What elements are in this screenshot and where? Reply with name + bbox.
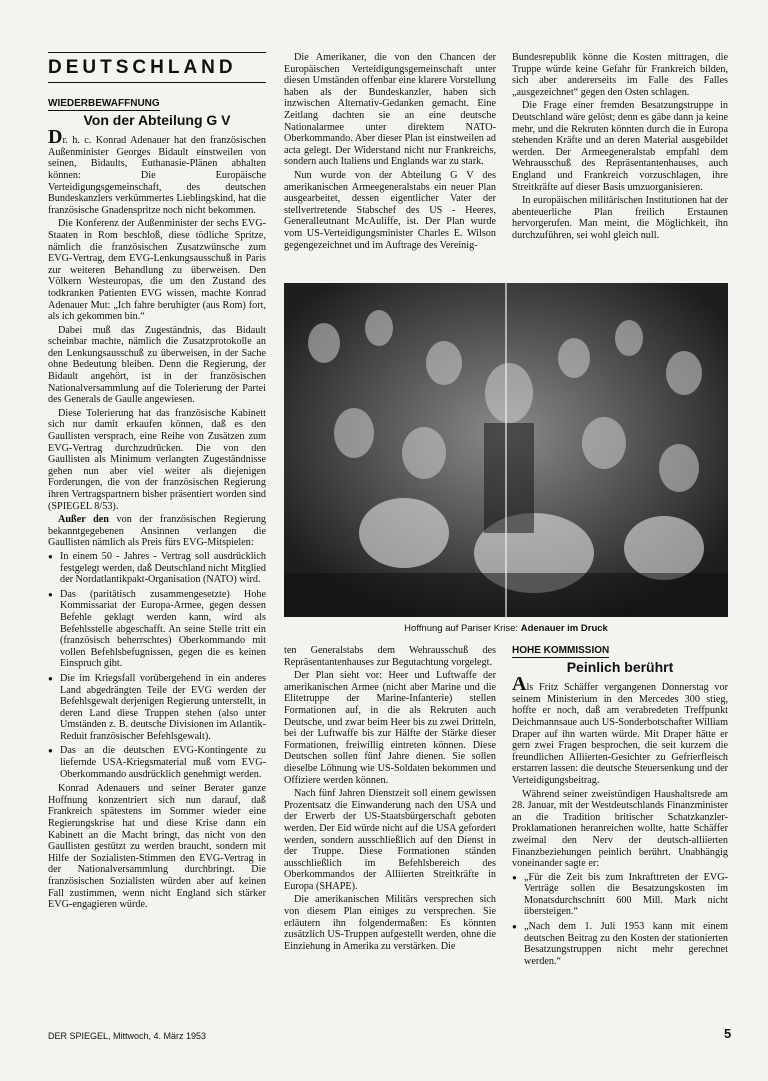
- column-5: [512, 645, 728, 970]
- paragraph: Dr. h. c. Konrad Adenauer hat den französischen Außenminister Georges Bidault einstweilen von seinen, Bidaults, Euthanasie-Plänen abhalten können: Die Europäische Verteidigungsgemeinschaft, des deutschen Bundeskanzlers verkümmertes Lieblingskind, hat die französische Gnadenspritze noch nicht bekommen.: [48, 126, 266, 216]
- paragraph: Nun wurde von der Abteilung G V des amerikanischen Armeegeneralstabs ein neuer Plan ausgearbeitet, dessen eigentlicher Vater der stellvertretende Stabschef des US - Heeres, Generalleutnant McAuliffe, ist. Der Plan wurde vom US-Verteidigungsminister Charles E. Wilson gegengezeichnet und im Auftrage des Vereinig-: [284, 169, 496, 251]
- photo-caption: [284, 623, 728, 634]
- list-item: ● „Nach dem 1. Juli 1953 kann mit einem deutschen Beitrag zu den Kosten der stationierten Besatzungstruppen nicht mehr gerechnet werden.“: [512, 921, 728, 967]
- page-number: 5: [724, 1026, 732, 1041]
- list-item: ● Das an die deutschen EVG-Kontingente zu liefernde USA-Kriegsmaterial muß vom EVG-Oberkommando ausdrücklich genehmigt werden.: [48, 745, 266, 780]
- article-headline: Von der Abteilung G V: [83, 111, 231, 128]
- paragraph: Nach fünf Jahren Dienstzeit soll einem gewissen Prozentsatz die Einwanderung nach den USA und der Erwerb der US-Staatsbürgerschaft geboten werden. Der Eid würde nicht auf die USA gefordert werden, sondern ausschließlich auf den Dienst in der Truppe. Diese Formationen ständen ausschließlich im Befehlsbereich des Oberkommandos der Alliierten Streitkräfte in Europa (SHAPE).: [284, 788, 496, 892]
- paragraph: Die Amerikaner, die von den Chancen der Europäischen Verteidigungsgemeinschaft unter diesen Umständen offenbar eine klarere Vorstellung haben als der Bundeskanzler, haben sich inzwischen Alternativ-Gedanken gemacht. Eine Zeitlang dachten sie an eine deutsche Nationalarmee unter direktem NATO-Oberkommando. Aber dieser Plan ist einstweilen ad acta gelegt. Der Widerstand nicht nur Frankreichs, sondern auch Italiens und Englands war zu stark.: [284, 52, 496, 168]
- list-item: ● Die im Kriegsfall vorübergehend in ein anderes Land abgedrängten Teile der EVG werden der Befehlsgewalt derjenigen Regierung unterstellt, in deren Land diese Truppen stehen (also unter Umständen z. B. deutsche Divisionen im Atlantik-Reduit französischer Befehlsgewalt).: [48, 673, 266, 743]
- article-kicker: HOHE KOMMISSION: [512, 645, 610, 656]
- paragraph: Die Konferenz der Außenminister der sechs EVG-Staaten in Rom beschloß, diese tödliche Spritze, nämlich die französischen Zusatzwünsche zum EVG-Vertrag, dem EVG-Lenkungsausschuß in Paris zur weiteren Behandlung zu überweisen. Den Völkern Westeuropas, die um den Zustand des todkranken Patienten EVG wissen, machte Konrad Adenauer Mut: „Ich fahre beruhigter (aus Rom) fort, als ich gekommen bin.“: [48, 218, 266, 323]
- column-1: [48, 98, 266, 913]
- footer-source: DER SPIEGEL, Mittwoch, 4. März 1953: [48, 1031, 207, 1041]
- section-title: DEUTSCHLAND: [48, 52, 266, 83]
- article-kicker: WIEDERBEWAFFNUNG: [48, 98, 160, 109]
- paragraph: Die amerikanischen Militärs versprechen sich von diesem Plan einiges zu versprechen. Sie erläutern ihn folgendermaßen: Es könnten zusätzlich US-Truppen aufgestellt werden, ohne die Einziehung in Amerika zu verstärken. Die: [284, 894, 496, 952]
- paragraph: Der Plan sieht vor: Heer und Luftwaffe der amerikanischen Armee (nicht aber Marine und die Elitetruppe der Marine-Infanterie) stellen Formationen auf, in die als Rekruten auch Deutsche, und zwar beim Heer bis zu zwei Dritteln, bei der Luftwaffe bis zur Hälfte der Stärke dieser Formationen, freiwillig eintreten können. Diese Deutschen sollen fünf Jahre dienen. Sie sollen dieselbe Löhnung wie US-Soldaten bekommen und Offiziere werden können.: [284, 670, 496, 786]
- article-headline: Peinlich berührt: [566, 658, 674, 675]
- paragraph: Während seiner zweistündigen Haushaltsrede am 28. Januar, mit der Westdeutschlands Finanzminister an die Tradition britischer Schatzkanzler-Proklamationen heranreichen wollte, hatte Schäffer zweimal den Nerv der deutsch-alliierten Finanzbeziehungen peinlich berührt. Unabhängig voneinander sagte er:: [512, 788, 728, 870]
- paragraph-text: von der französischen Regierung bekanntgegebenen Ansinnen verlangen die Gaullisten nämlich als Preis fürs EVG-Mitspielen:: [48, 514, 267, 549]
- quotes-list: [512, 872, 728, 968]
- paragraph: In europäischen militärischen Institutionen hat der abenteuerliche Plan freilich Erstaunen hervorgerufen. Man meint, die Möglichkeit, ihn durchzuführen, sei wohl gleich null.: [512, 195, 728, 241]
- list-item: ● Das (paritätisch zusammengesetzte) Hohe Kommissariat der Europa-Armee, gegen dessen Befehle geklagt werden kann, wird als Befehlsstelle abgeschafft. An seine Stelle tritt ein (französisch beherrschtes) Oberkommando mit vollen Befehlsbefugnissen, gegen die es keinen Einspruch gibt.: [48, 589, 266, 670]
- press-photo: [284, 283, 728, 617]
- column-4: [284, 645, 496, 954]
- paragraph: Als Fritz Schäffer vergangenen Donnerstag vor seinem Ministerium in den Mercedes 300 stieg, hoffte er noch, daß am verabredeten Treffpunkt Deichmannsaue auch US-Sonderbotschafter William Draper auf ihn warten würde. Mit Draper hätte er gern zwei Fragen besprochen, die seit kurzem die freundlichen Alliierten-Gesichter zu Gefrierfleisch erstarren lassen: die deutsche Steuersenkung und der Verteidigungsbeitrag.: [512, 673, 728, 786]
- caption-text: Hoffnung auf Pariser Krise:: [404, 623, 521, 634]
- paragraph: ten Generalstabs dem Wehrausschuß des Repräsentantenhauses zur Begutachtung vorgelegt.: [284, 645, 496, 668]
- caption-bold: Adenauer im Druck: [520, 623, 608, 634]
- column-3: [512, 52, 728, 244]
- paragraph: [48, 514, 266, 549]
- column-2: [284, 52, 496, 253]
- paragraph-bold-lead: Außer den: [58, 514, 109, 526]
- paragraph: Bundesrepublik könne die Kosten mittragen, die Truppe würde keine Gefahr für Frankreich bilden, sich aber andererseits im Falle des Falles „ausgezeichnet“ gegen den Osten schlagen.: [512, 52, 728, 98]
- list-item: ● In einem 50 - Jahres - Vertrag soll ausdrücklich festgelegt werden, daß Deutschland nicht Mitglied der Nordatlantikpakt-Organisation (NATO) wird.: [48, 551, 266, 586]
- paragraph: Die Frage einer fremden Besatzungstruppe in Deutschland wäre gelöst; denn es gäbe dann ja keine mehr, und die Rekruten könnten durch die in Europa stehenden Kräfte und an deren Material ausgebildet werden. Der Armeegeneralstab empfahl dem Wehrausschuß des Repräsentantenhauses, auch England und Frankreich vorzuschlagen, ihre Streitkräfte auf dieser Basis umzuorganisieren.: [512, 100, 728, 193]
- paragraph: Diese Tolerierung hat das französische Kabinett sich nur damit erkaufen können, daß es den Gaullisten versprach, eine Reihe von Zusätzen zum EVG-Vertrag durchzudrücken. Die von den Gaullisten als Minimum verlangten Zugeständnisse gehen nun aber viel weiter als diejenigen Forderungen, die von der französischen Regierung ihren Vertragspartnern bisher präsentiert worden sind (SPIEGEL 8/53).: [48, 407, 266, 512]
- paragraph: Dabei muß das Zugeständnis, das Bidault scheinbar machte, nämlich die Zusatzprotokolle an den Lenkungsausschuß zu überweisen, in der Sache ohne Bedeutung bleiben. Denn die Regierung, der Bidault angehört, ist in der französischen Nationalversammlung auf die Tolerierung der Partei des Generals de Gaulle angewiesen.: [48, 324, 266, 406]
- paragraph: Konrad Adenauers und seiner Berater ganze Hoffnung konzentriert sich nun darauf, daß Frankreich spätestens im Sommer wieder eine Regierungskrise hat und diese Krise dann ein Kabinett an die Macht bringt, das nicht von den Gaullisten gestützt zu werden braucht, sondern mit Hilfe der Sozialisten-Stimmen den EVG-Vertrag in der Nationalversammlung durchbringt. Die französischen Sozialisten würden aber auf keinen Fall zustimmen, wenn nicht England sich stärker EVG-engagieren würde.: [48, 783, 266, 911]
- list-item: ● „Für die Zeit bis zum Inkrafttreten der EVG-Verträge sollen die Besatzungskosten im Monatsdurchschnitt 600 Mill. Mark nicht übersteigen.“: [512, 872, 728, 918]
- demands-list: [48, 551, 266, 780]
